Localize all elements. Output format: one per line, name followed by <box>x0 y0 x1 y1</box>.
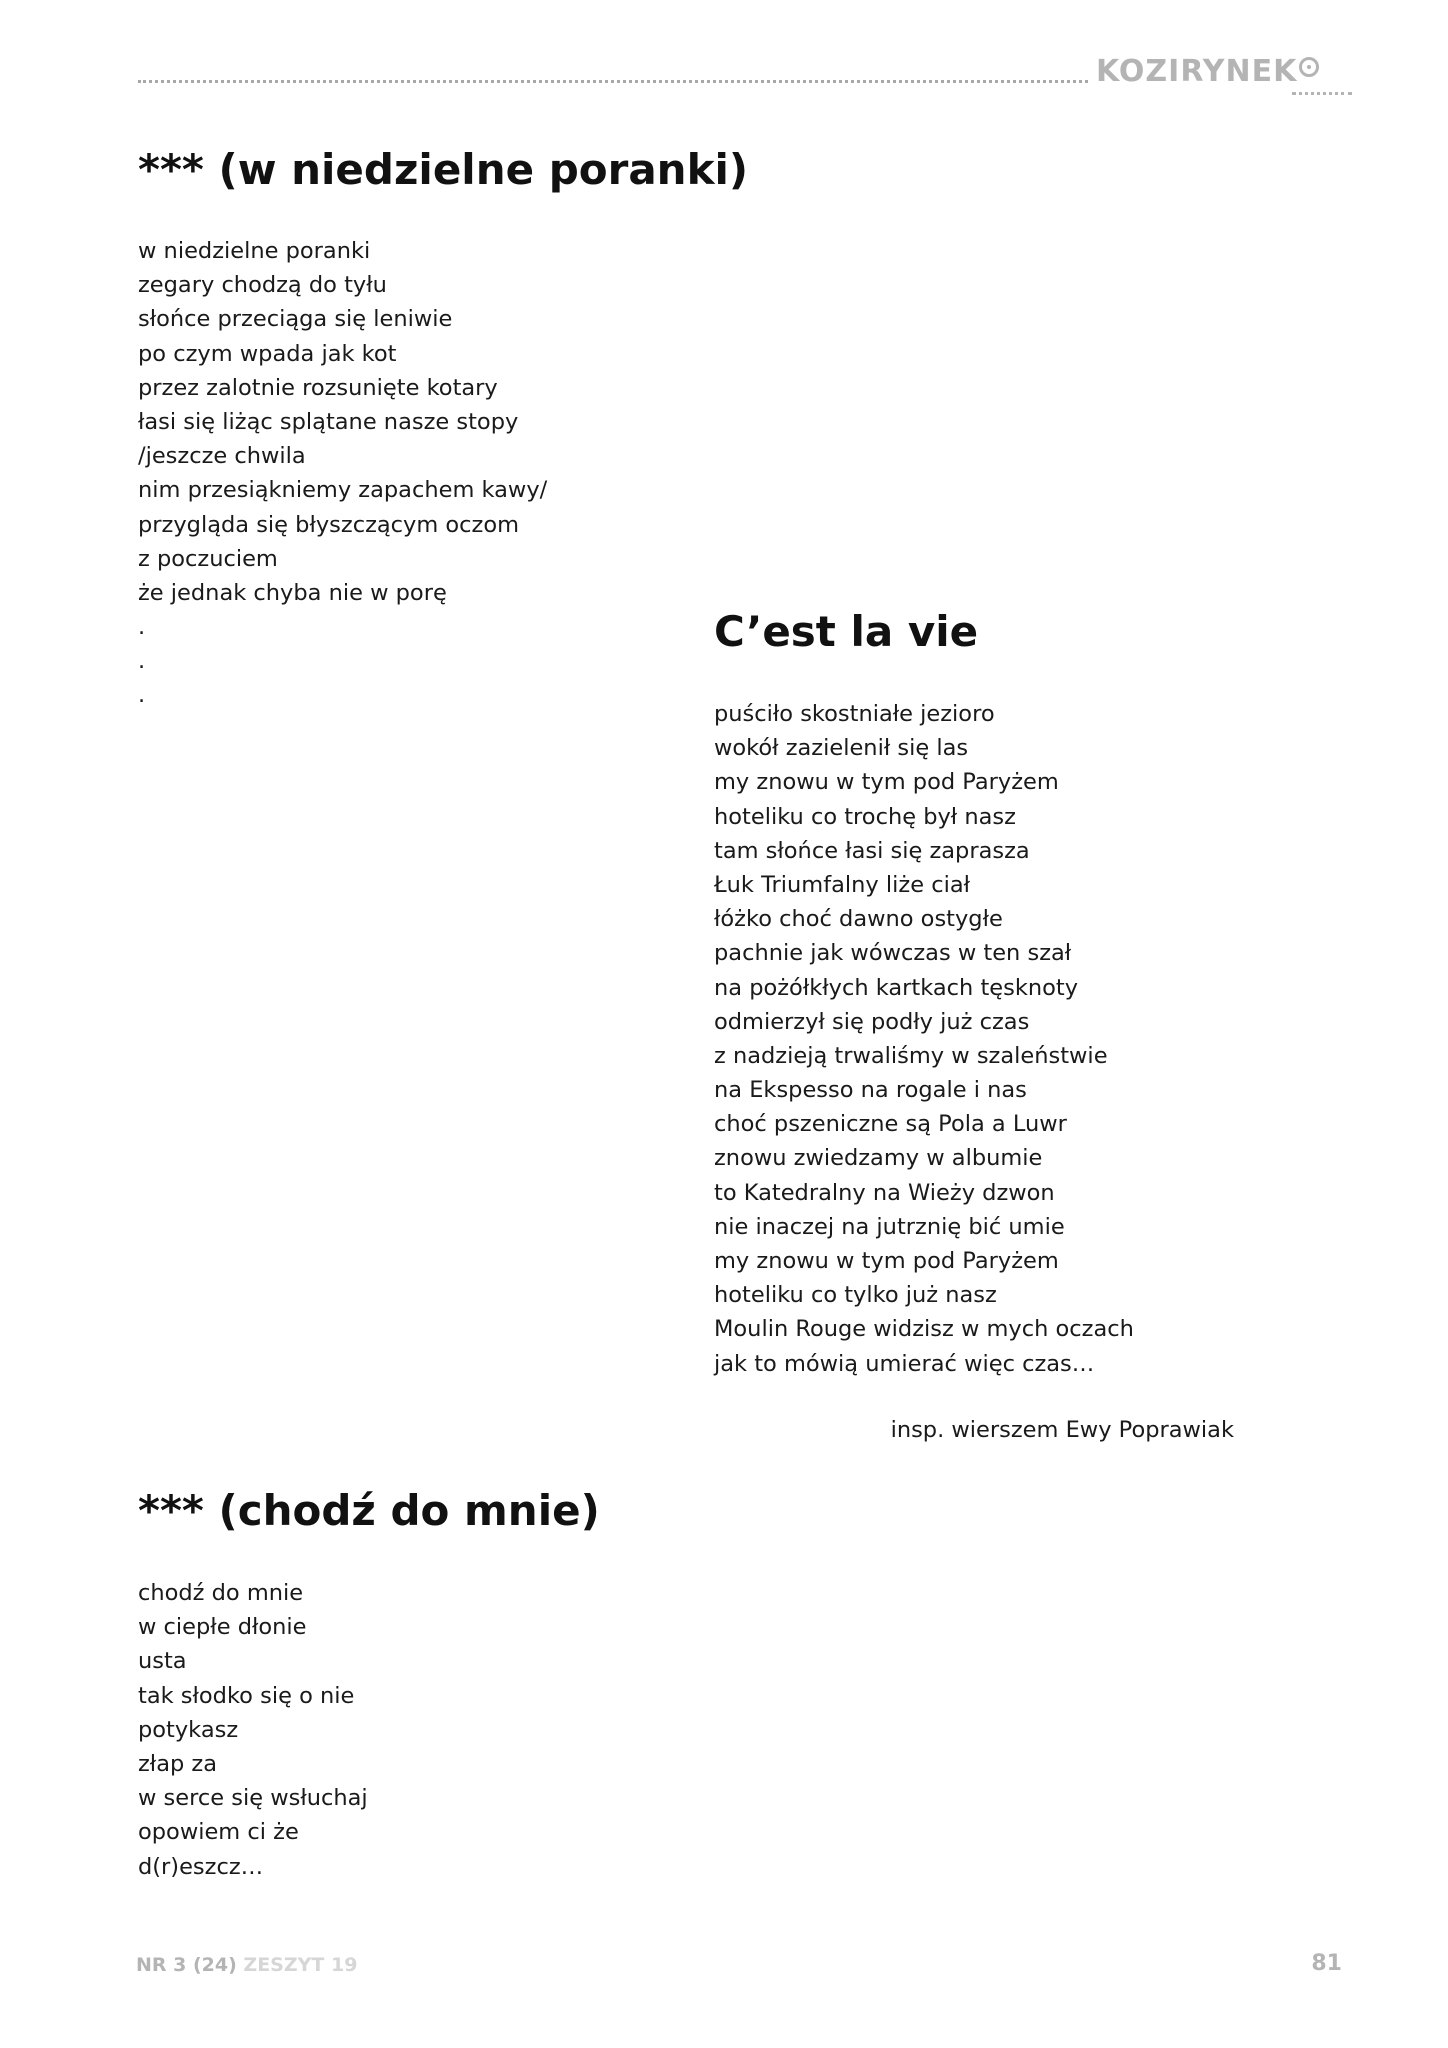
poem-line: w serce się wsłuchaj <box>138 1785 368 1812</box>
poem-body <box>714 697 1134 1381</box>
poem-title: *** (w niedzielne poranki) <box>138 145 749 194</box>
poem-line: hoteliku co tylko już nasz <box>714 1282 997 1309</box>
poem-line: /jeszcze chwila <box>138 443 306 470</box>
zeszyt-label: ZESZYT 19 <box>243 1954 358 1976</box>
poem-line: nim przesiąkniemy zapachem kawy/ <box>138 477 548 504</box>
masthead-dotted-underline <box>1292 92 1352 95</box>
poem-line: słońce przeciąga się leniwie <box>138 306 453 333</box>
poem-line: nie inaczej na jutrznię bić umie <box>714 1213 1065 1240</box>
poem-line: łóżko choć dawno ostygłe <box>714 906 1003 933</box>
poem-line: znowu zwiedzamy w albumie <box>714 1145 1043 1172</box>
poem-line: jak to mówią umierać więc czas… <box>714 1350 1095 1377</box>
poem-line: . <box>138 648 146 675</box>
poem-line: na pożółkłych kartkach tęsknoty <box>714 974 1079 1001</box>
poem-line: że jednak chyba nie w porę <box>138 579 447 606</box>
poem-line: d(r)eszcz… <box>138 1853 264 1880</box>
poem-line: Moulin Rouge widzisz w mych oczach <box>714 1316 1134 1343</box>
poem-line: tam słońce łasi się zaprasza <box>714 837 1030 864</box>
poem-line: po czym wpada jak kot <box>138 340 397 367</box>
poem-title: *** (chodź do mnie) <box>138 1486 600 1535</box>
poem-line: zegary chodzą do tyłu <box>138 272 387 299</box>
issue-number: NR 3 (24) <box>136 1954 237 1976</box>
footer-issue-label <box>136 1952 357 1978</box>
poem-body <box>138 1576 368 1884</box>
poem-body <box>138 234 547 713</box>
poem-line: wokół zazielenił się las <box>714 735 969 762</box>
poem-line: hoteliku co trochę był nasz <box>714 803 1016 830</box>
poem-line: opowiem ci że <box>138 1819 299 1846</box>
poem-line: na Ekspesso na rogale i nas <box>714 1077 1027 1104</box>
poem-line: choć pszeniczne są Pola a Luwr <box>714 1111 1067 1138</box>
poem-line: usta <box>138 1648 187 1675</box>
poem-line: to Katedralny na Wieży dzwon <box>714 1179 1055 1206</box>
poem-line: złap za <box>138 1750 218 1777</box>
poem-line: . <box>138 614 146 641</box>
poem-line: chodź do mnie <box>138 1580 304 1606</box>
poem-line: w ciepłe dłonie <box>138 1614 307 1641</box>
poem-line: my znowu w tym pod Paryżem <box>714 769 1059 796</box>
poem-line: puściło skostniałe jezioro <box>714 701 995 727</box>
poem-line: . <box>138 682 146 709</box>
poem-line: odmierzył się podły już czas <box>714 1008 1030 1035</box>
poem-title: C’est la vie <box>714 607 979 656</box>
masthead-ring-icon <box>1299 57 1319 77</box>
header-dotted-rule <box>138 80 1088 83</box>
poem-line: w niedzielne poranki <box>138 238 371 264</box>
poem-line: przez zalotnie rozsunięte kotary <box>138 374 498 401</box>
masthead-logo-text: KOZIRYNEK <box>1096 54 1298 89</box>
poem-line: tak słodko się o nie <box>138 1682 355 1709</box>
poem-line: z nadzieją trwaliśmy w szaleństwie <box>714 1042 1108 1069</box>
page-number: 81 <box>1311 1951 1342 1976</box>
poem-attribution: insp. wierszem Ewy Poprawiak <box>890 1417 1234 1443</box>
masthead <box>1096 52 1319 100</box>
poem-line: potykasz <box>138 1716 239 1743</box>
poem-line: pachnie jak wówczas w ten szał <box>714 940 1072 967</box>
poem-line: z poczuciem <box>138 545 278 572</box>
poem-line: my znowu w tym pod Paryżem <box>714 1248 1059 1274</box>
poem-line: przygląda się błyszczącym oczom <box>138 511 520 538</box>
poem-line: łasi się liżąc splątane nasze stopy <box>138 408 519 435</box>
poem-line: Łuk Triumfalny liże ciał <box>714 871 971 898</box>
